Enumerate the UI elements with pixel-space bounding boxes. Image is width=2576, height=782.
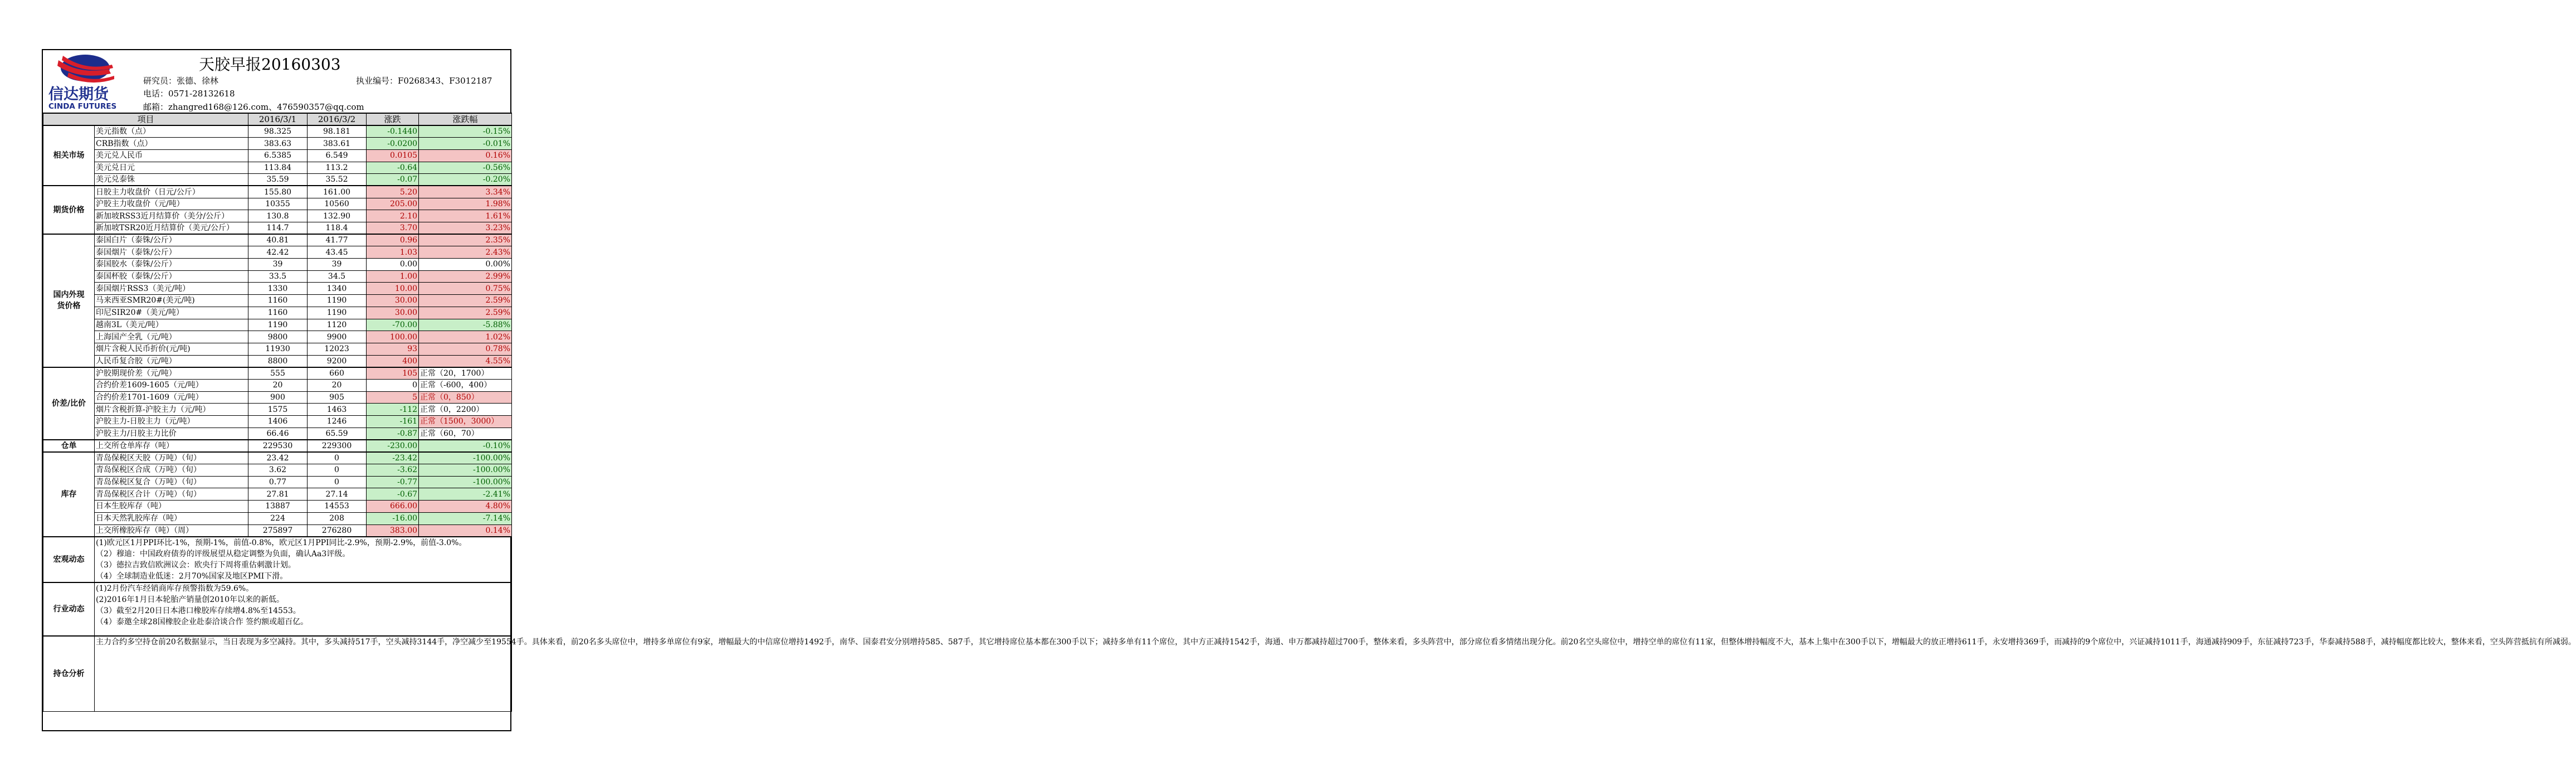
item-name: 青岛保税区复合（万吨）（旬） — [95, 476, 248, 488]
value-day2: 161.00 — [308, 186, 367, 198]
value-day2: 14553 — [308, 501, 367, 513]
table-row — [43, 404, 512, 416]
change-percent: 3.23% — [419, 222, 512, 235]
change-value: -112 — [367, 404, 419, 416]
change-value: -161 — [367, 416, 419, 428]
normal-range: 正常（0，850） — [419, 391, 512, 404]
item-name: 美元兑泰铢 — [95, 174, 248, 186]
change-value: -0.0200 — [367, 138, 419, 150]
value-day1: 39 — [248, 259, 308, 271]
change-value: 5.20 — [367, 186, 419, 198]
value-day2: 65.59 — [308, 428, 367, 440]
license-number: 执业编号：F0268343、F3012187 — [356, 76, 492, 86]
value-day1: 113.84 — [248, 162, 308, 174]
value-day2: 1190 — [308, 295, 367, 307]
change-percent: -100.00% — [419, 464, 512, 477]
column-header: 涨跌 — [367, 113, 419, 125]
change-value: 0.96 — [367, 234, 419, 246]
table-row — [43, 355, 512, 367]
change-percent: 2.59% — [419, 295, 512, 307]
value-day1: 20 — [248, 379, 308, 391]
change-value: 3.70 — [367, 222, 419, 235]
value-day1: 1406 — [248, 416, 308, 428]
item-name: 美元兑人民币 — [95, 149, 248, 162]
table-row — [43, 307, 512, 319]
table-row — [43, 343, 512, 355]
item-name: 美元指数（点） — [95, 125, 248, 138]
normal-range: 正常（60，70） — [419, 428, 512, 440]
report-sheet — [42, 49, 2576, 731]
column-header: 涨跌幅 — [419, 113, 512, 125]
item-name: 青岛保税区合成（万吨）（旬） — [95, 464, 248, 477]
value-day2: 35.52 — [308, 174, 367, 186]
item-name: 沪胶期现价差（元/吨） — [95, 367, 248, 380]
category-label: 相关市场 — [43, 125, 95, 186]
value-day1: 8800 — [248, 355, 308, 367]
change-percent: -5.88% — [419, 319, 512, 331]
column-header-item: 项目 — [43, 113, 248, 125]
value-day2: 39 — [308, 259, 367, 271]
value-day1: 224 — [248, 512, 308, 524]
value-day1: 229530 — [248, 440, 308, 452]
value-day1: 13887 — [248, 501, 308, 513]
logo-en-text: CINDA FUTURES — [48, 102, 117, 111]
value-day2: 229300 — [308, 440, 367, 452]
value-day1: 1160 — [248, 295, 308, 307]
value-day2: 9200 — [308, 355, 367, 367]
value-day2: 208 — [308, 512, 367, 524]
value-day1: 1160 — [248, 307, 308, 319]
item-name: 印尼SIR20#（美元/吨） — [95, 307, 248, 319]
change-percent: -0.20% — [419, 174, 512, 186]
item-name: 青岛保税区合计（万吨）（旬） — [95, 488, 248, 501]
value-day2: 20 — [308, 379, 367, 391]
change-value: 105 — [367, 367, 419, 380]
value-day2: 6.549 — [308, 149, 367, 162]
change-percent: -0.15% — [419, 125, 512, 138]
note-text — [95, 537, 512, 582]
value-day2: 1190 — [308, 307, 367, 319]
note-text — [95, 582, 512, 636]
value-day1: 3.62 — [248, 464, 308, 477]
note-category: 持仓分析 — [43, 636, 95, 712]
change-percent: -0.56% — [419, 162, 512, 174]
item-name: CRB指数（点） — [95, 138, 248, 150]
change-percent: 0.00% — [419, 259, 512, 271]
change-value: 0 — [367, 379, 419, 391]
table-row — [43, 512, 512, 524]
change-value: -0.77 — [367, 476, 419, 488]
value-day2: 113.2 — [308, 162, 367, 174]
value-day1: 6.5385 — [248, 149, 308, 162]
table-row — [43, 476, 512, 488]
value-day1: 27.81 — [248, 488, 308, 501]
table-row — [43, 524, 512, 537]
change-value: 400 — [367, 355, 419, 367]
table-row — [43, 186, 512, 198]
item-name: 日本天然乳胶库存（吨） — [95, 512, 248, 524]
value-day1: 383.63 — [248, 138, 308, 150]
value-day1: 42.42 — [248, 246, 308, 259]
change-value: -0.1440 — [367, 125, 419, 138]
change-value: 0.0105 — [367, 149, 419, 162]
category-label: 仓单 — [43, 440, 95, 452]
table-row — [43, 440, 512, 452]
value-day2: 41.77 — [308, 234, 367, 246]
value-day2: 118.4 — [308, 222, 367, 235]
item-name: 合约价差1609-1605（元/吨） — [95, 379, 248, 391]
item-name: 日本生胶库存（吨） — [95, 501, 248, 513]
table-row — [43, 259, 512, 271]
table-row — [43, 295, 512, 307]
table-row — [43, 319, 512, 331]
change-value: -70.00 — [367, 319, 419, 331]
value-day1: 900 — [248, 391, 308, 404]
cinda-logo — [46, 52, 135, 110]
change-value: 1.03 — [367, 246, 419, 259]
change-percent: -2.41% — [419, 488, 512, 501]
change-percent: 3.34% — [419, 186, 512, 198]
value-day1: 98.325 — [248, 125, 308, 138]
value-day1: 40.81 — [248, 234, 308, 246]
note-text — [95, 636, 2576, 712]
change-value: -0.67 — [367, 488, 419, 501]
item-name: 烟片含税折算-沪胶主力（元/吨） — [95, 404, 248, 416]
value-day1: 66.46 — [248, 428, 308, 440]
change-value: 666.00 — [367, 501, 419, 513]
change-percent: 1.61% — [419, 210, 512, 222]
value-day2: 383.61 — [308, 138, 367, 150]
change-percent: 4.80% — [419, 501, 512, 513]
note-line: (1)欧元区1月PPI环比-1%，预期-1%，前值-0.8%，欧元区1月PPI同比-2.9%，预期-2.9%，前值-3.0%。 — [96, 538, 467, 547]
table-row — [43, 162, 512, 174]
change-value: 30.00 — [367, 307, 419, 319]
item-name: 马来西亚SMR20#(美元/吨) — [95, 295, 248, 307]
report-header — [43, 50, 510, 113]
change-value: 5 — [367, 391, 419, 404]
value-day2: 132.90 — [308, 210, 367, 222]
change-value: -16.00 — [367, 512, 419, 524]
change-value: 30.00 — [367, 295, 419, 307]
value-day2: 1246 — [308, 416, 367, 428]
value-day2: 12023 — [308, 343, 367, 355]
item-name: 上海国产全乳（元/吨） — [95, 331, 248, 343]
value-day2: 0 — [308, 476, 367, 488]
change-value: 205.00 — [367, 198, 419, 210]
value-day2: 1120 — [308, 319, 367, 331]
table-row — [43, 283, 512, 295]
item-name: 美元兑日元 — [95, 162, 248, 174]
change-value: -0.64 — [367, 162, 419, 174]
value-day1: 275897 — [248, 524, 308, 537]
item-name: 泰国烟片（泰铢/公斤） — [95, 246, 248, 259]
table-row — [43, 222, 512, 235]
value-day2: 0 — [308, 464, 367, 477]
change-percent: 0.14% — [419, 524, 512, 537]
value-day2: 27.14 — [308, 488, 367, 501]
logo-cn-text: 信达期货 — [48, 86, 109, 103]
value-day1: 114.7 — [248, 222, 308, 235]
category-label: 库存 — [43, 452, 95, 537]
note-line: （3）截至2月20日日本港口橡胶库存续增4.8%至14553。 — [96, 606, 301, 615]
category-label: 期货价格 — [43, 186, 95, 234]
change-percent: 2.99% — [419, 270, 512, 283]
normal-range: 正常（0，2200） — [419, 404, 512, 416]
value-day1: 555 — [248, 367, 308, 380]
table-row — [43, 416, 512, 428]
table-row — [43, 198, 512, 210]
table-row — [43, 246, 512, 259]
column-header: 2016/3/1 — [248, 113, 308, 125]
value-day1: 1575 — [248, 404, 308, 416]
change-value: 10.00 — [367, 283, 419, 295]
change-percent: -7.14% — [419, 512, 512, 524]
item-name: 上交所仓单库存（吨） — [95, 440, 248, 452]
change-percent: -100.00% — [419, 476, 512, 488]
change-value: -230.00 — [367, 440, 419, 452]
item-name: 越南3L（美元/吨） — [95, 319, 248, 331]
change-value: -3.62 — [367, 464, 419, 477]
item-name: 泰国胶水（泰铢/公斤） — [95, 259, 248, 271]
table-row — [43, 210, 512, 222]
change-value: 2.10 — [367, 210, 419, 222]
change-value: 93 — [367, 343, 419, 355]
note-row — [43, 582, 512, 636]
change-percent: 0.16% — [419, 149, 512, 162]
note-row — [43, 537, 512, 582]
table-row — [43, 501, 512, 513]
note-category: 宏观动态 — [43, 537, 95, 582]
item-name: 新加坡TSR20近月结算价（美元/公斤） — [95, 222, 248, 235]
value-day2: 43.45 — [308, 246, 367, 259]
researchers: 研究员：张德、徐林 — [143, 76, 219, 86]
change-value: 0.00 — [367, 259, 419, 271]
note-line: （4）全球制造业低迷：2月70%国家及地区PMI下滑。 — [96, 571, 288, 581]
value-day1: 1330 — [248, 283, 308, 295]
note-line: (2)2016年1月日本轮胎产销量创2010年以来的新低。 — [96, 595, 284, 604]
table-row — [43, 464, 512, 477]
change-percent: -100.00% — [419, 452, 512, 464]
category-label: 价差/比价 — [43, 367, 95, 440]
note-line: （4）泰邀全球28国橡胶企业赴泰洽谈合作 签约额或超百亿。 — [96, 617, 309, 626]
change-percent: 2.35% — [419, 234, 512, 246]
item-name: 泰国烟片RSS3（美元/吨） — [95, 283, 248, 295]
value-day2: 10560 — [308, 198, 367, 210]
normal-range: 正常（-600，400） — [419, 379, 512, 391]
table-row — [43, 270, 512, 283]
value-day2: 0 — [308, 452, 367, 464]
value-day1: 0.77 — [248, 476, 308, 488]
table-row — [43, 391, 512, 404]
item-name: 日胶主力收盘价（日元/公斤） — [95, 186, 248, 198]
value-day1: 1190 — [248, 319, 308, 331]
change-percent: 2.43% — [419, 246, 512, 259]
change-percent: -0.01% — [419, 138, 512, 150]
note-line: （3）德拉吉致信欧洲议会：欧央行下周将重估刺激计划。 — [96, 560, 296, 570]
value-day2: 905 — [308, 391, 367, 404]
value-day2: 9900 — [308, 331, 367, 343]
value-day1: 35.59 — [248, 174, 308, 186]
value-day1: 9800 — [248, 331, 308, 343]
table-row — [43, 379, 512, 391]
email: 邮箱：zhangred168@126.com、476590357@qq.com — [143, 102, 364, 112]
data-table — [43, 113, 2576, 712]
phone: 电话：0571-28132618 — [143, 89, 235, 99]
column-header: 2016/3/2 — [308, 113, 367, 125]
table-row — [43, 367, 512, 380]
value-day1: 33.5 — [248, 270, 308, 283]
table-row — [43, 138, 512, 150]
value-day2: 1463 — [308, 404, 367, 416]
table-row — [43, 488, 512, 501]
change-percent: 1.02% — [419, 331, 512, 343]
note-line: 主力合约多空持仓前20名数据显示，当日表现为多空减持。其中，多头减持517手，空头减持3144手，净空减少至19554手。具体来看，前20名多头席位中，增持多单席位有9家，增幅最大的中信席位增持1492手，南华、国泰君安分别增持585、587手，其它增持席位基本都在300手以下；减持多单有11个席位，其中方正减持1542手，海通、申万都减持超过700手，整体来看，多头阵营中，部分席位看多情绪出现分化。前20名空头席位中，增持空单的席位有11家，但整体增持幅度不大，基本上集中在300手以下，增幅最大的放正增持611手，永安增持369手，而减持的9个席位中，兴证减持1011手，海通减持909手，东征减持723手，华泰减持588手，减持幅度都比较大，整体来看，空头阵营抵抗有所减弱。 — [96, 637, 2576, 647]
item-name: 泰国杯胶（泰铢/公斤） — [95, 270, 248, 283]
value-day2: 34.5 — [308, 270, 367, 283]
item-name: 沪胶主力收盘价（元/吨） — [95, 198, 248, 210]
table-row — [43, 234, 512, 246]
note-line: （2）穆迪：中国政府债券的评级展望从稳定调整为负面，确认Aa3评级。 — [96, 549, 350, 558]
table-row — [43, 331, 512, 343]
change-percent: 0.78% — [419, 343, 512, 355]
change-value: 383.00 — [367, 524, 419, 537]
value-day1: 11930 — [248, 343, 308, 355]
table-row — [43, 452, 512, 464]
table-row — [43, 125, 512, 138]
value-day2: 98.181 — [308, 125, 367, 138]
value-day1: 155.80 — [248, 186, 308, 198]
note-row — [43, 636, 512, 712]
item-name: 人民币复合胶（元/吨） — [95, 355, 248, 367]
report-title: 天胶早报20160303 — [199, 55, 341, 74]
value-day1: 130.8 — [248, 210, 308, 222]
change-value: -23.42 — [367, 452, 419, 464]
item-name: 泰国白片（泰铢/公斤） — [95, 234, 248, 246]
change-percent: 2.59% — [419, 307, 512, 319]
value-day1: 10355 — [248, 198, 308, 210]
table-row — [43, 174, 512, 186]
normal-range: 正常（20，1700） — [419, 367, 512, 380]
normal-range: 正常（1500，3000） — [419, 416, 512, 428]
note-line: (1)2月份汽车经销商库存预警指数为59.6%。 — [96, 584, 254, 593]
change-value: 100.00 — [367, 331, 419, 343]
change-percent: 0.75% — [419, 283, 512, 295]
item-name: 沪胶主力/日胶主力比价 — [95, 428, 248, 440]
note-category: 行业动态 — [43, 582, 95, 636]
category-label: 国内外现 货价格 — [43, 234, 95, 367]
change-value: 1.00 — [367, 270, 419, 283]
item-name: 烟片含税人民币折价(元/吨) — [95, 343, 248, 355]
change-percent: -0.10% — [419, 440, 512, 452]
table-row — [43, 149, 512, 162]
change-percent: 4.55% — [419, 355, 512, 367]
change-value: -0.87 — [367, 428, 419, 440]
value-day1: 23.42 — [248, 452, 308, 464]
change-percent: 1.98% — [419, 198, 512, 210]
item-name: 新加坡RSS3近月结算价（美分/公斤） — [95, 210, 248, 222]
item-name: 青岛保税区天胶（万吨）（旬） — [95, 452, 248, 464]
table-row — [43, 428, 512, 440]
item-name: 合约价差1701-1609（元/吨） — [95, 391, 248, 404]
item-name: 上交所橡胶库存（吨）（周） — [95, 524, 248, 537]
change-value: -0.07 — [367, 174, 419, 186]
value-day2: 276280 — [308, 524, 367, 537]
item-name: 沪胶主力-日胶主力（元/吨） — [95, 416, 248, 428]
value-day2: 660 — [308, 367, 367, 380]
table-header-row — [43, 113, 512, 125]
value-day2: 1340 — [308, 283, 367, 295]
